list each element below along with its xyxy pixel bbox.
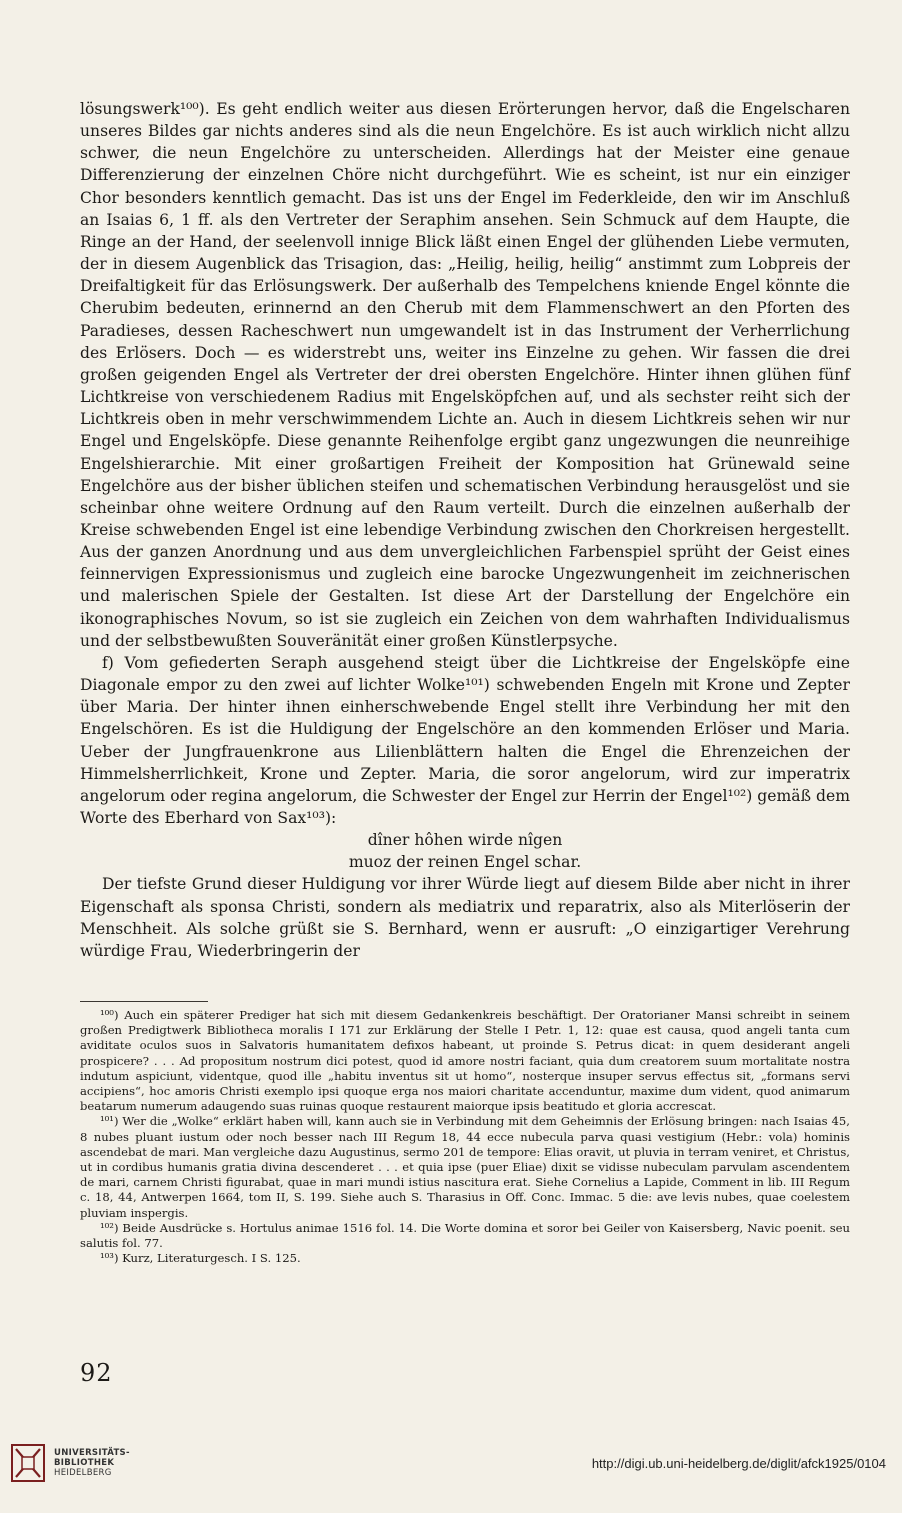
library-logo[interactable] xyxy=(10,1434,170,1492)
source-url-link[interactable]: http://digi.ub.uni-heidelberg.de/diglit/afck1925/0104 xyxy=(591,1456,886,1471)
footnote-103: ¹⁰³) Kurz, Literaturgesch. I S. 125. xyxy=(100,1251,301,1266)
footnotes xyxy=(80,1008,850,1266)
page-number: 92 xyxy=(80,1359,113,1387)
paragraph-2: f) Vom gefiederten Seraph ausgehend steigt über die Lichtkreise der Engelsköpfe eine Diagonale empor zu den zwei auf lichter Wolke¹⁰¹) schwebenden Engeln mit Krone und Zepter über Maria. Der hinter ihnen einherschwebende Engel stellt ihre Verbindung her mit den Engelschören. Es ist die Huldigung der Engelschöre an den kommenden Erlöser und Maria. Ueber der Jungfrauenkrone aus Lilienblättern halten die Engel die Ehrenzeichen der Himmelsherrlichkeit, Krone und Zepter. Maria, die soror angelorum, wird zur imperatrix angelorum oder regina angelorum, die Schwester der Engel zur Herrin der Engel¹⁰²) gemäß dem Worte des Eberhard von Sax¹⁰³): xyxy=(80,653,850,827)
seal-icon xyxy=(10,1443,46,1483)
logo-line-1: UNIVERSITÄTS- xyxy=(54,1448,130,1458)
verse-line-2: muoz der reinen Engel schar. xyxy=(348,853,582,872)
paragraph-1: lösungswerk¹⁰⁰). Es geht endlich weiter aus diesen Erörterungen hervor, daß die Engelscharen unseres Bildes gar nichts anderes sind als die neun Engelchöre. Es ist auch wirklich nicht allzu schwer, die neun Engelchöre zu unterscheiden. Allerdings hat der Meister eine genaue Differenzierung der einzelnen Chöre nicht durchgeführt. Wie es scheint, ist nur ein einziger Chor besonders kenntlich gemacht. Das ist uns der Engel im Federkleide, den wir im Anschluß an Isaias 6, 1 ff. als den Vertreter der Seraphim ansehen. Sein Schmuck auf dem Haupte, die Ringe an der Hand, der seelenvoll innige Blick läßt einen Engel der glühenden Liebe vermuten, der in diesem Augenblick das Trisagion, das: „Heilig, heilig, heilig“ anstimmt zum Lobpreis der Dreifaltigkeit für das Erlösungswerk. Der außerhalb des Tempelchens kniende Engel könnte die Cherubim bedeuten, erinnernd an den Cherub mit dem Flammenschwert an den Pforten des Paradieses, dessen Racheschwert nun umgewandelt ist in das Instrument der Verherrlichung des Erlösers. Doch — es widerstrebt uns, weiter ins Einzelne zu gehen. Wir fassen die drei großen geigenden Engel als Vertreter der drei obersten Engelchöre. Hinter ihnen glühen fünf Lichtkreise von verschiedenem Radius mit Engelsköpfchen auf, und als sechster reiht sich der Lichtkreis oben in mehr verschwimmendem Lichte an. Auch in diesem Lichtkreis sehen wir nur Engel und Engelsköpfe. Diese genannte Reihenfolge ergibt ganz ungezwungen die neunreihige Engelshierarchie. Mit einer großartigen Freiheit der Komposition hat Grünewald seine Engelchöre aus der bisher üblichen steifen und schematischen Verbindung herausgelöst und sie scheinbar ohne weitere Ordnung auf den Raum verteilt. Durch die einzelnen außerhalb der Kreise schwebenden Engel ist eine lebendige Verbindung zwischen den Chorkreisen hergestellt. Aus der ganzen Anordnung und aus dem unvergleichlichen Farbenspiel sprüht der Geist eines feinnervigen Expressionismus und zugleich eine barocke Ungezwungenheit im zeichnerischen und malerischen Spiele der Gestalten. Ist diese Art der Darstellung der Engelchöre ein ikonographisches Novum, so ist sie zugleich ein Zeichen von dem wahrhaften Individualismus und der selbstbewußten Souveränität einer großen Künstlerpsyche. xyxy=(80,100,850,650)
footnote-100: ¹⁰⁰) Auch ein späterer Prediger hat sich mit diesem Gedankenkreis beschäftigt. Der Oratorianer Mansi schreibt in seinem großen Predigtwerk Bibliotheca moralis I 171 zur Erklärung der Stelle I Petr. 1, 12: quae est causa, quod angeli tanta cum aviditate oculos suos in Salvatoris humanitatem defixos habeant, ut proinde S. Petrus dicat: in quem desiderant angeli prospicere? . . . Ad propositum nostrum dici potest, quod id amore nostri faciant, quia dum creatorem suum mortalitate nostra indutum aspiciunt, videntque, quod ille „habitu inventus sit ut homo“, nosterque insuper servus effectus sit, „formans servi accipiens“, hoc amoris Christi exemplo ipsi quoque erga nos maiori charitate accenduntur, maxime dum vident, quod animarum beatarum numerum adaugendo suas ruinas quoque restaurent maiorque ipsis beatitudo et gloria accrescat. xyxy=(80,1008,850,1114)
verse-line-1: dîner hôhen wirde nîgen xyxy=(367,831,563,850)
logo-line-2: BIBLIOTHEK xyxy=(54,1458,115,1468)
footnote-101: ¹⁰¹) Wer die „Wolke“ erklärt haben will, kann auch sie in Verbindung mit dem Geheimnis der Erlösung bringen: nach Isaias 45, 8 nubes pluant iustum oder noch besser nach III Regum 18, 44 ecce nubecula parva quasi vestigium (Hebr.: vola) hominis ascendebat de mari. Man vergleiche dazu Augustinus, sermo 201 de tempore: Elias oravit, ut pluvia in terram veniret, et Christus, ut in cordibus humanis gratia divina descenderet . . . et quia ipse (puer Eliae) dixit se vidisse nubeculam parvulam ascendentem de mari, carnem Christi figurabat, quae in mari mundi istius nascitura erat. Siehe Cornelius a Lapide, Comment in lib. III Regum c. 18, 44, Antwerpen 1664, tom II, S. 199. Siehe auch S. Tharasius in Off. Conc. Immac. 5 die: ave levis nubes, quae coelestem pluviam inspergis. xyxy=(80,1114,850,1220)
main-text xyxy=(80,98,850,962)
paragraph-3: Der tiefste Grund dieser Huldigung vor ihrer Würde liegt auf diesem Bilde aber nicht in ihrer Eigenschaft als sponsa Christi, sondern als mediatrix und reparatrix, also als Miterlöserin der Menschheit. Als solche grüßt sie S. Bernhard, wenn er ausruft: „O einzigartiger Verehrung würdige Frau, Wiederbringerin der xyxy=(80,875,850,960)
logo-line-3: HEIDELBERG xyxy=(54,1468,112,1478)
footnote-divider xyxy=(80,1001,208,1002)
library-name xyxy=(54,1448,130,1478)
footnote-102: ¹⁰²) Beide Ausdrücke s. Hortulus animae 1516 fol. 14. Die Worte domina et soror bei Geiler von Kaisersberg, Navic poenit. seu salutis fol. 77. xyxy=(80,1220,850,1251)
